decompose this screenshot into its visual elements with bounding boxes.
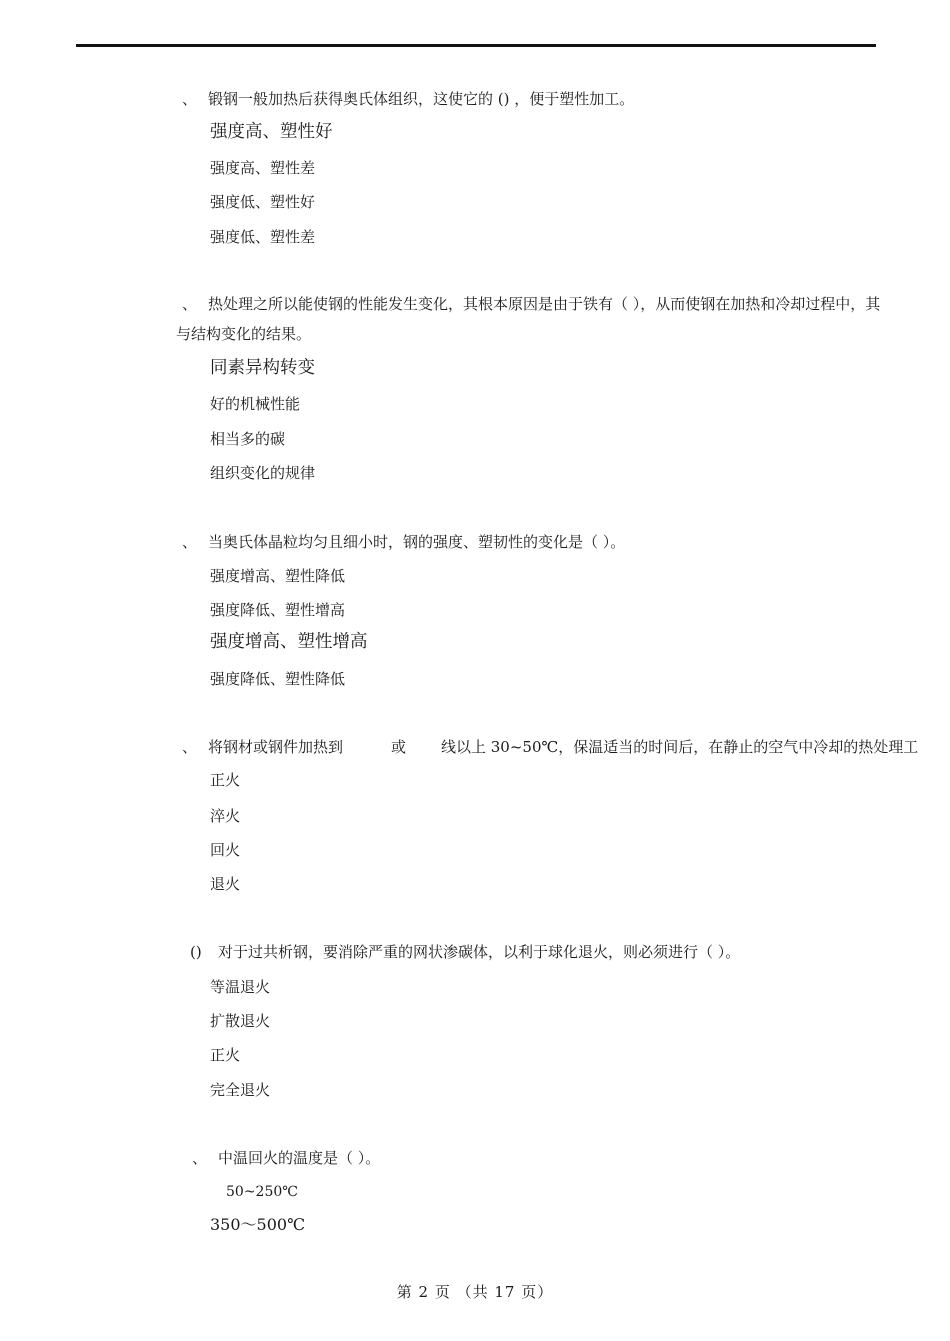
option-b: 扩散退火 (210, 1012, 271, 1030)
option-b: 强度高、塑性差 (210, 159, 316, 177)
option-c: 强度低、塑性好 (210, 193, 316, 211)
option-b: 淬火 (210, 807, 241, 825)
question-stem: 对于过共析钢，要消除严重的网状渗碳体，以利于球化退火，则必须进行（ ）。 (218, 943, 741, 961)
question-stem: 中温回火的温度是（ ）。 (218, 1149, 381, 1167)
option-a: 50~250℃ (226, 1184, 298, 1200)
question-marker: () (190, 943, 202, 961)
question-marker: 、 (182, 90, 198, 108)
question-stem: 锻钢一般加热后获得奥氏体组织，这使它的 () ，便于塑性加工。 (208, 90, 635, 108)
question-stem-continued: 与结构变化的结果。 (176, 325, 312, 343)
option-d: 退火 (210, 875, 241, 893)
option-a: 正火 (210, 771, 241, 789)
option-b: 好的机械性能 (210, 395, 301, 413)
question-stem: 热处理之所以能使钢的性能发生变化，其根本原因是由于铁有（ ），从而使钢在加热和冷却过程中，其 (208, 295, 881, 313)
option-a: 等温退火 (210, 978, 271, 996)
question-stem-part-b: 或 (391, 738, 407, 756)
question-marker: 、 (182, 738, 198, 756)
option-a: 同素异构转变 (210, 358, 315, 378)
question-marker: 、 (182, 533, 198, 551)
question-marker: 、 (182, 295, 198, 313)
option-a: 强度高、塑性好 (210, 122, 333, 142)
question-stem: 当奥氏体晶粒均匀且细小时，钢的强度、塑韧性的变化是（ ）。 (208, 533, 626, 551)
option-c: 强度增高、塑性增高 (210, 632, 368, 652)
option-b: 强度降低、塑性增高 (210, 601, 346, 619)
question-stem-part-c: 线以上 30~50℃，保温适当的时间后，在静止的空气中冷却的热处理工 (441, 738, 919, 756)
question-marker: 、 (192, 1149, 208, 1167)
option-d: 完全退火 (210, 1081, 271, 1099)
option-c: 回火 (210, 841, 241, 859)
option-d: 组织变化的规律 (210, 464, 316, 482)
option-a: 强度增高、塑性降低 (210, 567, 346, 585)
header-rule (76, 44, 876, 47)
option-b: 350～500℃ (210, 1215, 305, 1234)
option-d: 强度低、塑性差 (210, 228, 316, 246)
question-stem-part-a: 将钢材或钢件加热到 (208, 738, 344, 756)
option-d: 强度降低、塑性降低 (210, 670, 346, 688)
page-footer: 第 2 页 （共 17 页） (396, 1283, 554, 1301)
option-c: 正火 (210, 1046, 241, 1064)
option-c: 相当多的碳 (210, 430, 286, 448)
